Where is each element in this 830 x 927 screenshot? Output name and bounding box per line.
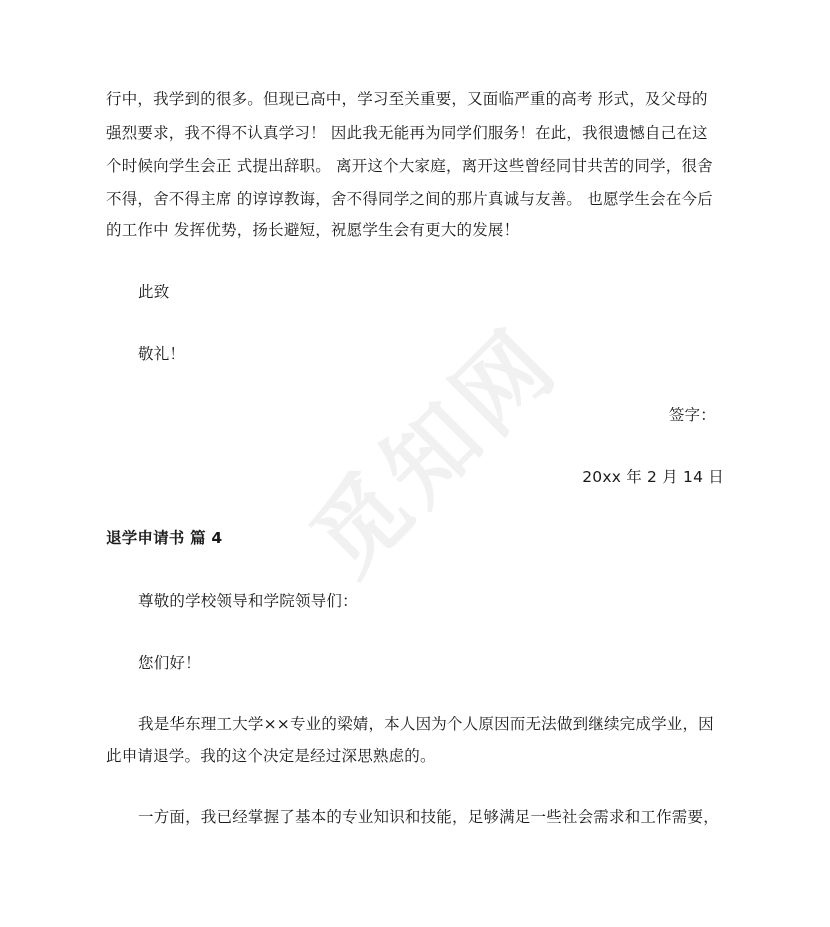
greeting: 您们好！ bbox=[138, 654, 201, 672]
paragraph-line: 行中，我学到的很多。但现已高中，学习至关重要，又面临严重的高考 形式，及父母的 bbox=[106, 90, 708, 108]
paragraph-line: 此申请退学。我的这个决定是经过深思熟虑的。 bbox=[106, 747, 436, 765]
paragraph-line: 一方面，我已经掌握了基本的专业知识和技能，足够满足一些社会需求和工作需要， bbox=[138, 808, 719, 826]
paragraph-line: 不得，舍不得主席 的谆谆教诲，舍不得同学之间的那片真诚与友善。 也愿学生会在今后 bbox=[106, 190, 713, 208]
paragraph-line: 强烈要求，我不得不认真学习！ 因此我无能再为同学们服务！在此，我很遗憾自己在这 bbox=[106, 124, 708, 142]
salutation: 尊敬的学校领导和学院领导们： bbox=[138, 592, 358, 610]
closing-regards: 此致 bbox=[138, 283, 170, 301]
section-heading: 退学申请书 篇 4 bbox=[106, 529, 223, 547]
paragraph-line: 我是华东理工大学××专业的梁婧，本人因为个人原因而无法做到继续完成学业，因 bbox=[138, 715, 714, 733]
signature-label: 签字： bbox=[668, 406, 716, 424]
date-line: 20xx 年 2 月 14 日 bbox=[582, 468, 724, 486]
closing-salute: 敬礼！ bbox=[138, 345, 186, 363]
paragraph-line: 的工作中 发挥优势，扬长避短，祝愿学生会有更大的发展！ bbox=[106, 221, 520, 239]
watermark: 觅知网 bbox=[291, 307, 580, 596]
paragraph-line: 个时候向学生会正 式提出辞职。 离开这个大家庭，离开这些曾经同甘共苦的同学，很舍 bbox=[106, 157, 713, 175]
